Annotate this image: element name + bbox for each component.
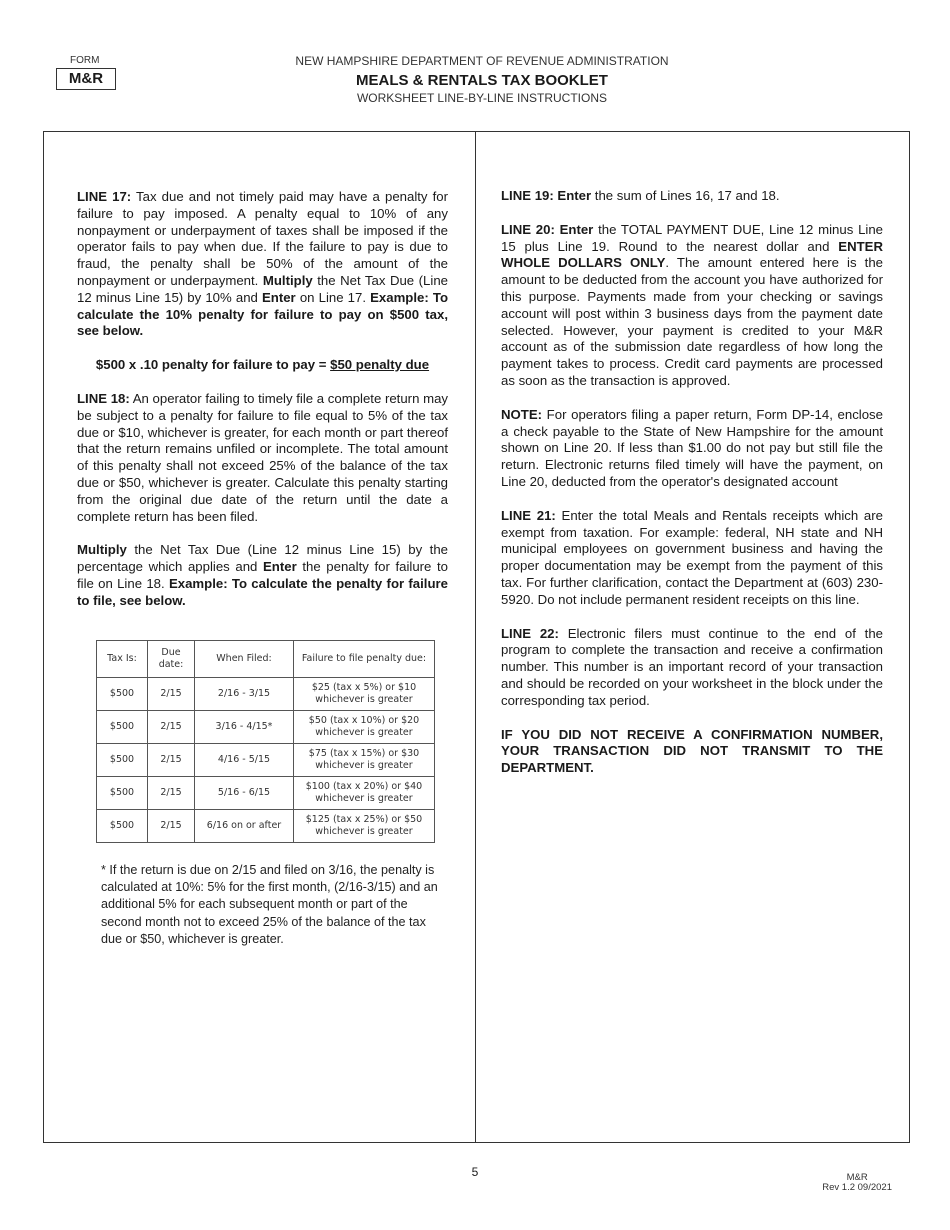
table-cell: $500 [97, 711, 148, 744]
line17-label: LINE 17: [77, 189, 132, 204]
confirmation-warning: IF YOU DID NOT RECEIVE A CONFIRMATION NUMBER, YOUR TRANSACTION DID NOT TRANSMIT TO THE DEPARTMENT. [501, 726, 883, 776]
table-cell: 2/15 [148, 711, 195, 744]
footer-form-code: M&R [846, 1172, 868, 1183]
multiply-paragraph: Multiply the Net Tax Due (Line 12 minus Line 15) by the percentage which applies and Enter the penalty for failure to file on Line 18. Example: To calculate the penalty for failure to file, see below. [77, 542, 449, 608]
table-cell: $50 (tax x 10%) or $20 whichever is greater [294, 711, 435, 744]
table-header-cell: When Filed: [195, 641, 294, 678]
table-cell: 2/15 [148, 810, 195, 843]
line22-label: LINE 22: [501, 625, 559, 641]
right-column [501, 188, 883, 794]
note-paragraph: NOTE: For operators filing a paper return, Form DP-14, enclose a check payable to the State of New Hampshire for the amount shown on Line 20. If less than $1.00 do not pay but still file the return. Electronic returns filed timely will have the payment, on Line 20, deducted from the operator's designated account [501, 406, 883, 489]
table-header-row [97, 641, 435, 678]
table-cell: $125 (tax x 25%) or $50 whichever is greater [294, 810, 435, 843]
table-cell: 4/16 - 5/15 [195, 744, 294, 777]
table-cell: 2/15 [148, 678, 195, 711]
left-column [77, 189, 448, 627]
table-cell: $25 (tax x 5%) or $10 whichever is greater [294, 678, 435, 711]
line22-paragraph: LINE 22: Electronic filers must continue to the end of the program to complete the transaction and receive a confirmation number. This number is an important record of your transaction and should be recorded on your worksheet in the block under the corresponding tax period. [501, 625, 883, 708]
multiply-example: Example: To calculate the penalty for failure to file, see below. [77, 575, 448, 608]
penalty-calculation: $500 x .10 penalty for failure to pay = $50 penalty due [95, 357, 430, 373]
table-row [97, 777, 435, 810]
table-cell: $500 [97, 810, 148, 843]
line18-paragraph: LINE 18: An operator failing to timely file a complete return may be subject to a penalty for failure to file equal to 5% of the tax due or $10, whichever is greater, for each month or part thereof that the return remains unfiled or incomplete. The total amount of this penalty shall not exceed 25% of the balance of the tax due or $50, whichever is greater. Calculate this penalty starting from the original due date of the return until the date a complete return has been filed. [77, 390, 448, 524]
line17-paragraph: LINE 17: Tax due and not timely paid may have a penalty for failure to pay imposed. A penalty equal to 10% of any nonpayment or underpayment of taxes shall be imposed if the operator fails to pay when due. If the failure to pay is due to fraud, the penalty shall be 50% of the amount of the nonpayment or underpayment. Multiply the Net Tax Due (Line 12 minus Line 15) by 10% and Enter on Line 17. Example: To calculate the 10% penalty for failure to pay on $500 tax, see below. [77, 189, 448, 339]
column-divider [475, 131, 476, 1143]
table-cell: 2/16 - 3/15 [195, 678, 294, 711]
line21-label: LINE 21: [501, 507, 556, 523]
table-cell: $500 [97, 678, 148, 711]
penalty-result: $50 penalty due [330, 357, 430, 373]
table-header-cell: Tax Is: [97, 641, 148, 678]
line18-label: LINE 18: [77, 390, 130, 406]
table-cell: $500 [97, 777, 148, 810]
table-body [97, 678, 435, 843]
table-cell: $100 (tax x 20%) or $40 whichever is greater [294, 777, 435, 810]
table-cell: 2/15 [148, 744, 195, 777]
table-header-cell: Failure to file penalty due: [294, 641, 435, 678]
revision-block [822, 1173, 892, 1193]
table-row [97, 744, 435, 777]
page-subtitle: WORKSHEET LINE-BY-LINE INSTRUCTIONS [356, 91, 608, 105]
form-label: FORM [70, 55, 100, 66]
penalty-table [96, 640, 435, 843]
page-title: MEALS & RENTALS TAX BOOKLET [356, 72, 608, 89]
table-cell: $500 [97, 744, 148, 777]
line19-label: LINE 19: Enter [501, 188, 592, 203]
page-number: 5 [471, 1165, 479, 1179]
table-cell: 5/16 - 6/15 [195, 777, 294, 810]
table-row [97, 810, 435, 843]
note-label: NOTE: [501, 406, 543, 422]
line21-paragraph: LINE 21: Enter the total Meals and Rentals receipts which are exempt from taxation. For example: federal, NH state and NH municipal employees on government business and having the proper documentation may be exempt from the payment of this tax. For further clarification, contact the Department at (603) 230-5920. Do not include permanent resident receipts on this line. [501, 507, 883, 607]
table-row [97, 678, 435, 711]
table-cell: 2/15 [148, 777, 195, 810]
line19-paragraph: LINE 19: Enter the sum of Lines 16, 17 and 18. [501, 188, 780, 203]
table-cell: $75 (tax x 15%) or $30 whichever is greater [294, 744, 435, 777]
footnote: * If the return is due on 2/15 and filed on 3/16, the penalty is calculated at 10%: 5% for the first month, (2/16-3/15) and an additional 5% for each subsequent month or part of the second month not to exceed 25% of the balance of the tax due or $50, whichever is greater. [101, 863, 438, 946]
table-row [97, 711, 435, 744]
line20-paragraph: LINE 20: Enter the TOTAL PAYMENT DUE, Line 12 minus Line 15 plus Line 19. Round to the nearest dollar and ENTER WHOLE DOLLARS ONLY. The amount entered here is the amount to be deducted from the account you have authorized for this purpose. Payments made from your checking or savings account will post within 3 business days from the payment date selected. However, your payment is credited to your M&R account as of the submission date regardless of how long the payment takes to process. Credit card payments are processed as soon as the transaction is approved. [501, 221, 884, 388]
form-code-box: M&R [56, 68, 116, 90]
line20-label: LINE 20: Enter [501, 221, 594, 237]
revision-label: Rev 1.2 09/2021 [822, 1182, 892, 1193]
table-cell: 6/16 on or after [195, 810, 294, 843]
table-cell: 3/16 - 4/15* [195, 711, 294, 744]
agency-name: NEW HAMPSHIRE DEPARTMENT OF REVENUE ADMINISTRATION [295, 54, 669, 68]
line17-example: Example: To calculate the 10% penalty for failure to pay on $500 tax, see below. [77, 289, 448, 339]
table-header-cell: Due date: [148, 641, 195, 678]
